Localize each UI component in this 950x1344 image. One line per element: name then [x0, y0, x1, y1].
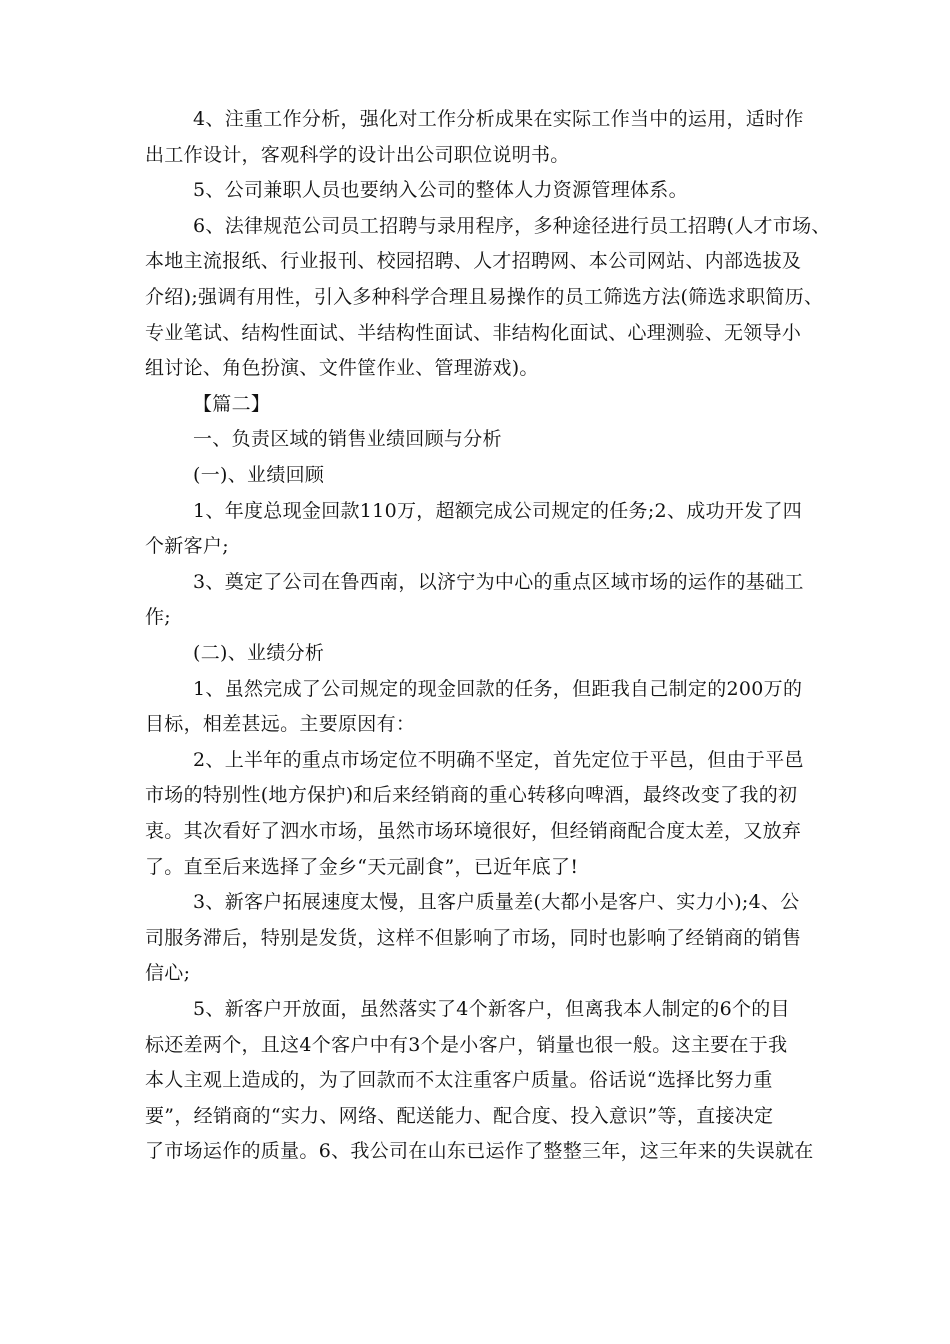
text-line: 个新客户;: [145, 535, 229, 557]
text-line: 标还差两个，且这4个客户中有3个是小客户，销量也很一般。这主要在于我: [145, 1034, 788, 1056]
text-line: 司服务滞后，特别是发货，这样不但影响了市场，同时也影响了经销商的销售: [145, 927, 802, 949]
text-line: 本地主流报纸、行业报刊、校园招聘、人才招聘网、本公司网站、内部选拔及: [145, 250, 802, 272]
text-line: 了。直至后来选择了金乡“天元副食”，已近年底了!: [145, 856, 579, 878]
text-line: 【篇二】: [193, 393, 271, 415]
text-line: 6、法律规范公司员工招聘与录用程序，多种途径进行员工招聘(人才市场、: [193, 215, 831, 237]
text-line: 介绍);强调有用性，引入多种科学合理且易操作的员工筛选方法(筛选求职简历、: [145, 286, 824, 308]
text-line: 1、年度总现金回款110万，超额完成公司规定的任务;2、成功开发了四: [193, 500, 803, 522]
text-line: 5、新客户开放面，虽然落实了4个新客户，但离我本人制定的6个的目: [193, 998, 790, 1020]
text-line: 1、虽然完成了公司规定的现金回款的任务，但距我自己制定的200万的: [193, 678, 803, 700]
text-line: 出工作设计，客观科学的设计出公司职位说明书。: [145, 144, 570, 166]
text-line: 4、注重工作分析，强化对工作分析成果在实际工作当中的运用，适时作: [193, 108, 804, 130]
text-line: (一)、业绩回顾: [193, 464, 325, 486]
text-line: 3、新客户拓展速度太慢，且客户质量差(大都小是客户、实力小);4、公: [193, 891, 800, 913]
text-line: 2、上半年的重点市场定位不明确不坚定，首先定位于平邑，但由于平邑: [193, 749, 804, 771]
text-line: 市场的特别性(地方保护)和后来经销商的重心转移向啤酒，最终改变了我的初: [145, 784, 798, 806]
text-line: 要”，经销商的“实力、网络、配送能力、配合度、投入意识”等，直接决定: [145, 1105, 774, 1127]
text-line: 作;: [145, 606, 172, 628]
text-line: 信心;: [145, 962, 191, 984]
text-line: 了市场运作的质量。6、我公司在山东已运作了整整三年，这三年来的失误就在: [145, 1140, 814, 1162]
text-line: 3、奠定了公司在鲁西南，以济宁为中心的重点区域市场的运作的基础工: [193, 571, 804, 593]
text-line: 组讨论、角色扮演、文件筐作业、管理游戏)。: [145, 357, 539, 379]
text-line: (二)、业绩分析: [193, 642, 325, 664]
text-line: 目标，相差甚远。主要原因有：: [145, 713, 416, 735]
text-line: 衷。其次看好了泗水市场，虽然市场环境很好，但经销商配合度太差，又放弃: [145, 820, 802, 842]
text-line: 专业笔试、结构性面试、半结构性面试、非结构化面试、心理测验、无领导小: [145, 322, 802, 344]
text-line: 一、负责区域的销售业绩回顾与分析: [193, 428, 502, 450]
text-line: 本人主观上造成的，为了回款而不太注重客户质量。俗话说“选择比努力重: [145, 1069, 773, 1091]
text-line: 5、公司兼职人员也要纳入公司的整体人力资源管理体系。: [193, 179, 688, 201]
